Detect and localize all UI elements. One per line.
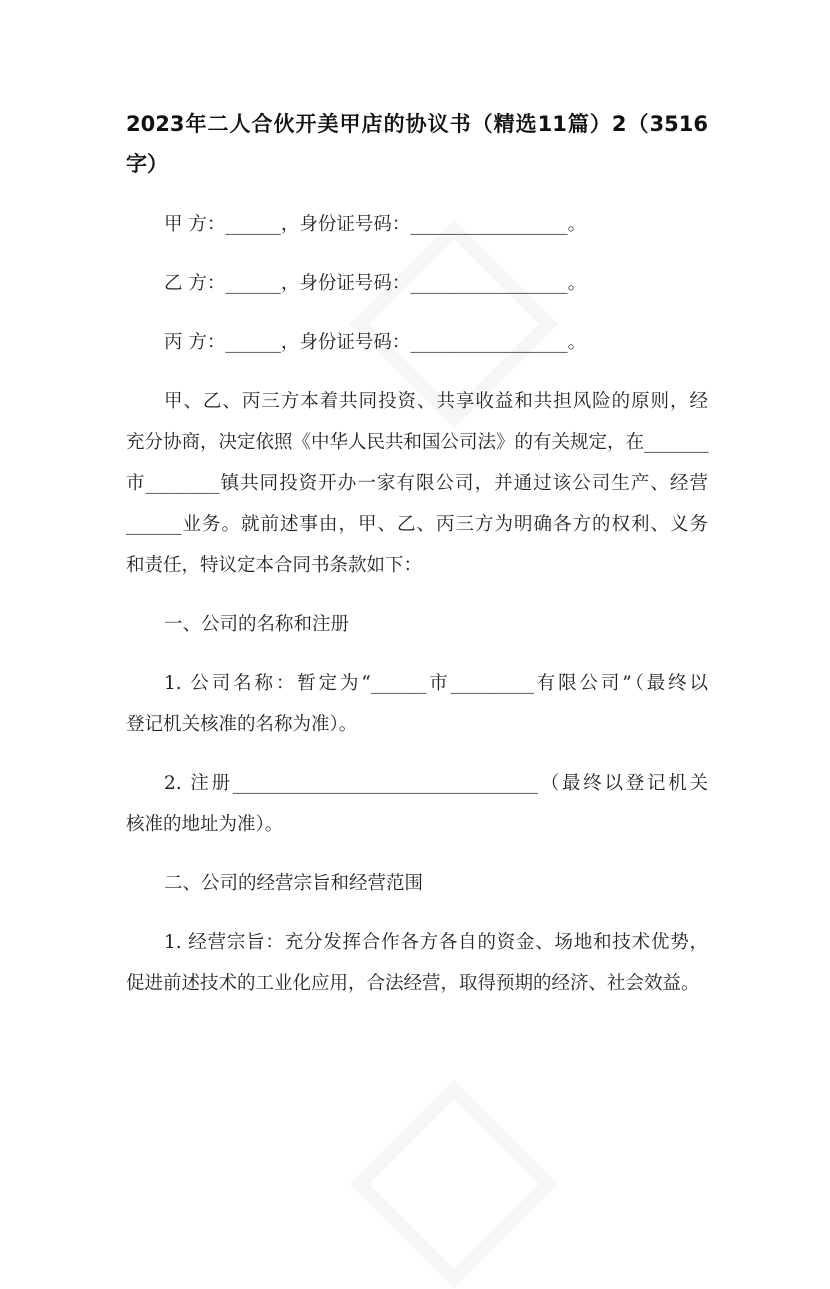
paragraph-line: 甲 方：______，身份证号码：_________________。	[164, 214, 587, 235]
paragraph-line: 丙 方：______，身份证号码：_________________。	[164, 332, 587, 353]
paragraph-line: 登记机关核准的名称为准）。	[126, 714, 358, 735]
paragraph-line: 一、公司的名称和注册	[164, 614, 350, 635]
paragraph-line: 甲、乙、丙三方本着共同投资、共享收益和共担风险的原则，经	[164, 391, 708, 412]
paragraph	[126, 604, 708, 645]
watermark-logo	[349, 1079, 558, 1288]
paragraph-line: 乙 方：______，身份证号码：_________________。	[164, 273, 587, 294]
document-page	[126, 104, 708, 1022]
paragraph	[126, 263, 708, 304]
paragraph	[126, 863, 708, 904]
paragraph-line: 市________镇共同投资开办一家有限公司，并通过该公司生产、经营	[126, 473, 708, 494]
paragraph-line: 1. 经营宗旨：充分发挥合作各方各自的资金、场地和技术优势，	[164, 932, 708, 953]
paragraph-line: 和责任，特议定本合同书条款如下：	[126, 555, 423, 576]
paragraph-line: 2. 注册_________________________________（最终以登记机关	[164, 773, 708, 794]
paragraph	[126, 204, 708, 245]
paragraph	[126, 381, 708, 586]
document-body	[126, 204, 708, 1004]
paragraph	[126, 922, 708, 1004]
title-line: 字）	[126, 152, 168, 176]
paragraph-line: 二、公司的经营宗旨和经营范围	[164, 873, 424, 894]
paragraph	[126, 663, 708, 745]
paragraph-line: ______业务。就前述事由，甲、乙、丙三方为明确各方的权利、义务	[126, 514, 708, 535]
paragraph-line: 促进前述技术的工业化应用，合法经营，取得预期的经济、社会效益。	[126, 973, 700, 994]
paragraph	[126, 322, 708, 363]
document-title	[126, 104, 708, 184]
paragraph-line: 充分协商，决定依照《中华人民共和国公司法》的有关规定，在_______	[126, 432, 709, 453]
paragraph-line: 1. 公司名称：暂定为“______市_________有限公司”（最终以	[164, 673, 708, 694]
title-line: 2023年二人合伙开美甲店的协议书（精选11篇）2（3516	[126, 112, 708, 136]
paragraph-line: 核准的地址为准）。	[126, 814, 284, 835]
paragraph	[126, 763, 708, 845]
